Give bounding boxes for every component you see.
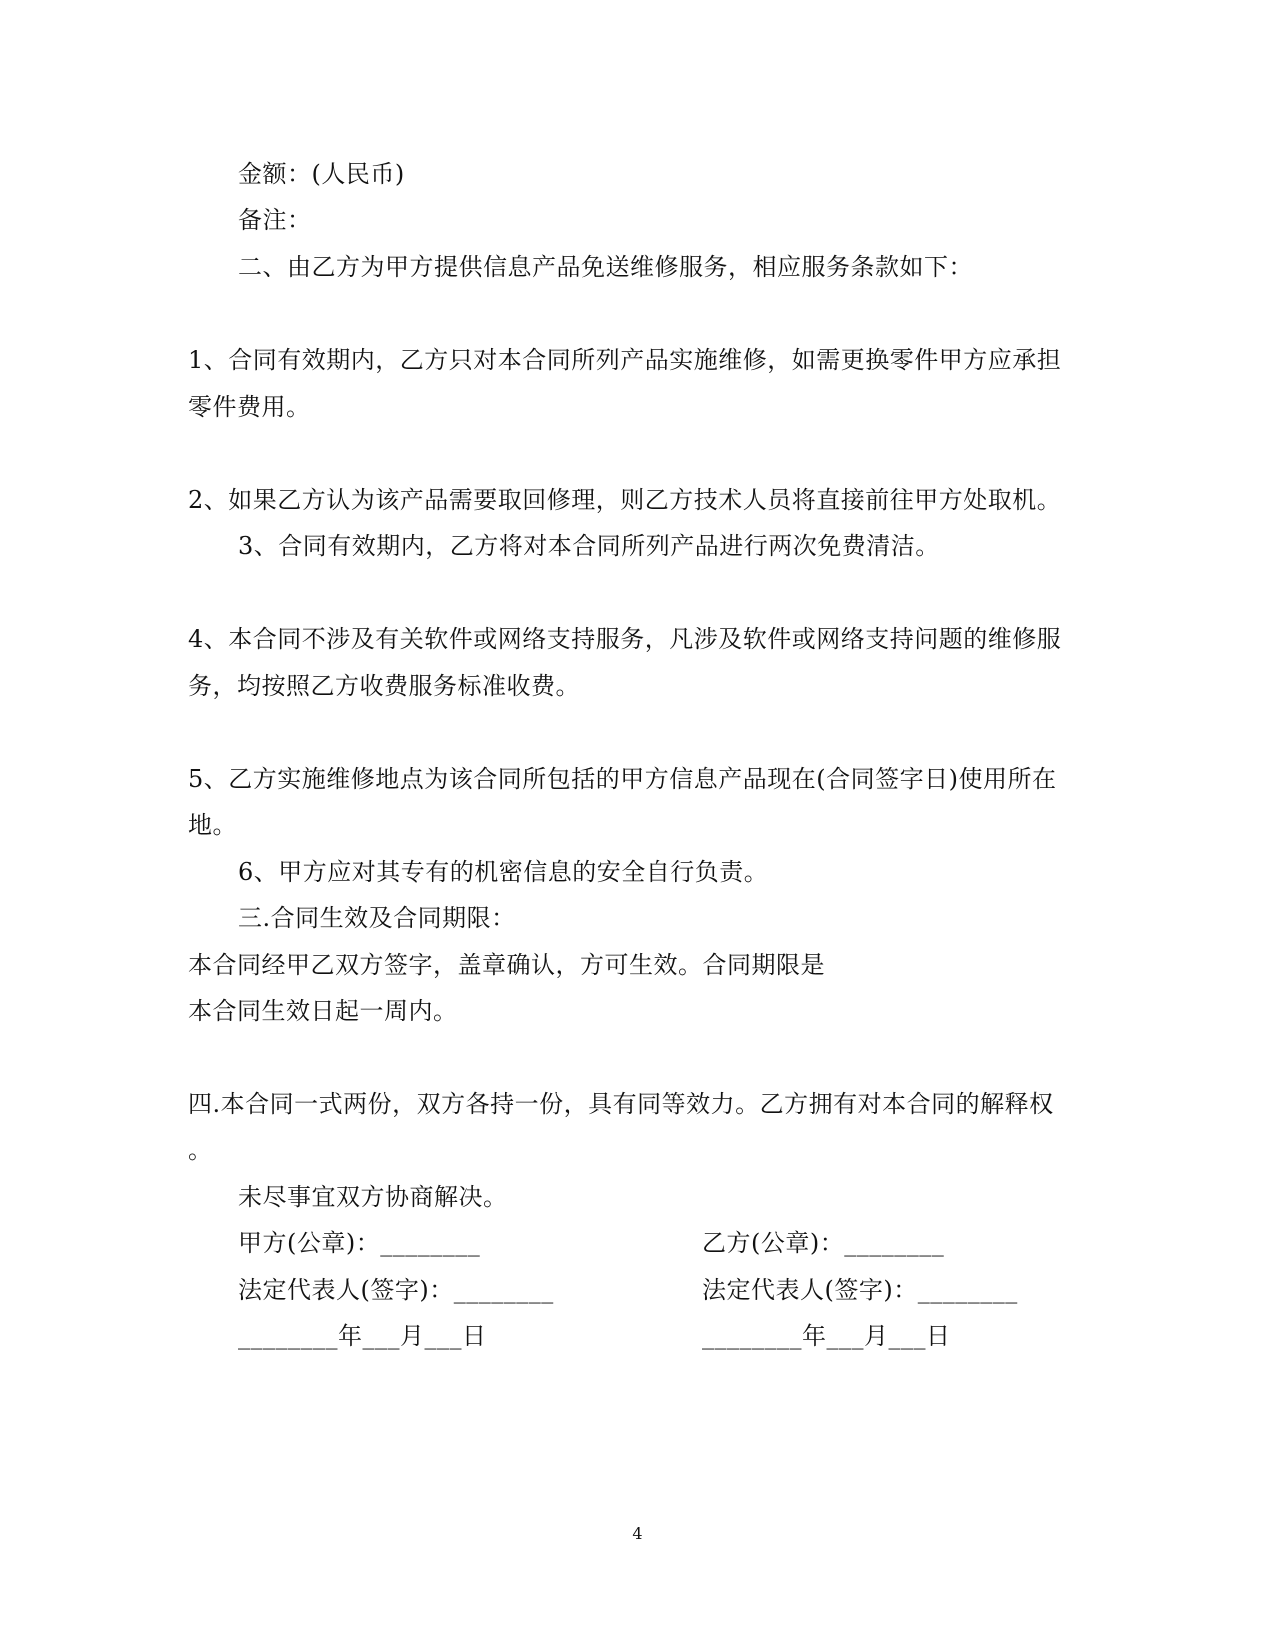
clause-1-line-1: 1、合同有效期内，乙方只对本合同所列产品实施维修，如需更换零件甲方应承担 <box>188 346 1062 374</box>
party-a-date: ________年___月___日 <box>238 1322 487 1350</box>
clause-1-line-2: 零件费用。 <box>188 393 311 421</box>
clause-3: 3、合同有效期内，乙方将对本合同所列产品进行两次免费清洁。 <box>238 532 940 560</box>
section-two-heading: 二、由乙方为甲方提供信息产品免送维修服务，相应服务条款如下： <box>238 253 973 281</box>
party-b-date: ________年___月___日 <box>702 1322 951 1350</box>
clause-5-line-1: 5、乙方实施维修地点为该合同所包括的甲方信息产品现在(合同签字日)使用所在 <box>188 765 1057 793</box>
section-four-line-2: 。 <box>188 1136 213 1164</box>
clause-6: 6、甲方应对其专有的机密信息的安全自行负责。 <box>238 858 769 886</box>
closing-line: 未尽事宜双方协商解决。 <box>238 1183 508 1211</box>
section-three-heading: 三.合同生效及合同期限： <box>238 904 516 932</box>
clause-4-line-1: 4、本合同不涉及有关软件或网络支持服务，凡涉及软件或网络支持问题的维修服 <box>188 625 1062 653</box>
party-b-seal: 乙方(公章)：________ <box>702 1229 945 1257</box>
party-a-seal: 甲方(公章)：________ <box>238 1229 481 1257</box>
section-three-line-2: 本合同生效日起一周内。 <box>188 997 458 1025</box>
clause-2: 2、如果乙方认为该产品需要取回修理，则乙方技术人员将直接前往甲方处取机。 <box>188 486 1062 514</box>
clause-4-line-2: 务，均按照乙方收费服务标准收费。 <box>188 672 580 700</box>
party-b-representative: 法定代表人(签字)：________ <box>702 1276 1018 1304</box>
remarks-line: 备注： <box>238 206 312 234</box>
party-a-representative: 法定代表人(签字)：________ <box>238 1276 554 1304</box>
clause-5-line-2: 地。 <box>188 811 237 839</box>
section-four-line-1: 四.本合同一式两份，双方各持一份，具有同等效力。乙方拥有对本合同的解释权 <box>188 1090 1054 1118</box>
page-number: 4 <box>632 1524 643 1543</box>
amount-line: 金额：(人民币) <box>238 160 405 188</box>
section-three-line-1: 本合同经甲乙双方签字，盖章确认，方可生效。合同期限是 <box>188 951 825 979</box>
